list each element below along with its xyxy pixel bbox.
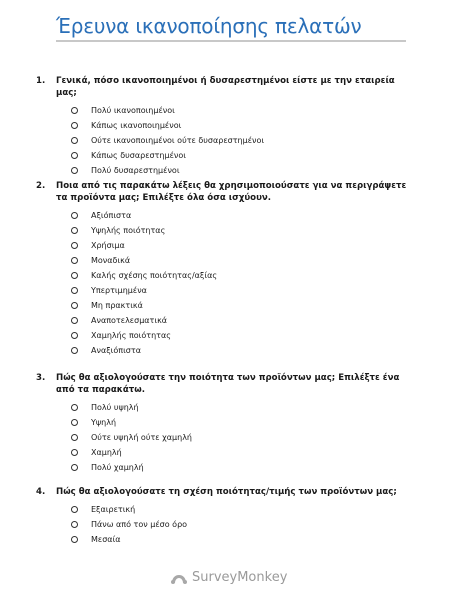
option-label: Μοναδικά (91, 256, 131, 265)
surveymonkey-logo (170, 570, 287, 585)
question-text: Ποια από τις παρακάτω λέξεις θα χρησιμοποιούσατε για να περιγράψετε τα προϊόντα μας; Επιλέξτε όλα όσα ισχύουν. (56, 181, 407, 203)
radio-circle-icon[interactable] (71, 536, 78, 543)
option-list (36, 502, 412, 547)
option-item[interactable] (36, 460, 412, 475)
question-number: 4. (36, 487, 46, 497)
radio-circle-icon[interactable] (71, 464, 78, 471)
option-label: Υψηλής ποιότητας (91, 226, 166, 235)
option-label: Ούτε ικανοποιημένοι ούτε δυσαρεστημένοι (91, 136, 265, 145)
option-item[interactable] (36, 268, 412, 283)
radio-circle-icon[interactable] (71, 332, 78, 339)
option-item[interactable] (36, 313, 412, 328)
option-item[interactable] (36, 163, 412, 178)
option-label: Πολύ υψηλή (91, 403, 139, 412)
option-item[interactable] (36, 223, 412, 238)
radio-circle-icon[interactable] (71, 257, 78, 264)
surveymonkey-logo-icon (170, 572, 188, 584)
option-item[interactable] (36, 415, 412, 430)
question-text: Γενικά, πόσο ικανοποιημένοι ή δυσαρεστημένοι είστε με την εταιρεία μας; (56, 76, 395, 98)
radio-circle-icon[interactable] (71, 521, 78, 528)
radio-circle-icon[interactable] (71, 302, 78, 309)
radio-circle-icon[interactable] (71, 242, 78, 249)
option-label: Υπερτιμημένα (91, 286, 147, 295)
question-number: 2. (36, 181, 46, 191)
option-label: Αναποτελεσματικά (91, 316, 168, 325)
option-item[interactable] (36, 208, 412, 223)
radio-circle-icon[interactable] (71, 317, 78, 324)
question-3 (36, 372, 412, 475)
radio-circle-icon[interactable] (71, 347, 78, 354)
radio-circle-icon[interactable] (71, 122, 78, 129)
option-item[interactable] (36, 118, 412, 133)
option-item[interactable] (36, 343, 412, 358)
page-title: Έρευνα ικανοποίησης πελατών (56, 14, 362, 38)
option-label: Κάπως ικανοποιημένοι (91, 121, 182, 130)
option-label: Χαμηλής ποιότητας (91, 331, 171, 340)
radio-circle-icon[interactable] (71, 212, 78, 219)
radio-circle-icon[interactable] (71, 449, 78, 456)
radio-circle-icon[interactable] (71, 152, 78, 159)
question-header (36, 486, 412, 498)
option-item[interactable] (36, 502, 412, 517)
title-divider (56, 40, 406, 42)
radio-circle-icon[interactable] (71, 287, 78, 294)
option-label: Μη πρακτικά (91, 301, 143, 310)
option-item[interactable] (36, 283, 412, 298)
question-header (36, 180, 412, 204)
option-list (36, 103, 412, 178)
option-item[interactable] (36, 400, 412, 415)
radio-circle-icon[interactable] (71, 419, 78, 426)
option-item[interactable] (36, 298, 412, 313)
option-label: Αναξιόπιστα (91, 346, 141, 355)
radio-circle-icon[interactable] (71, 227, 78, 234)
question-header (36, 75, 412, 99)
question-text: Πώς θα αξιολογούσατε την ποιότητα των προϊόντων μας; Επιλέξτε ένα από τα παρακάτω. (56, 373, 400, 395)
option-label: Χρήσιμα (91, 241, 125, 250)
question-4 (36, 486, 412, 547)
radio-circle-icon[interactable] (71, 272, 78, 279)
option-item[interactable] (36, 517, 412, 532)
option-item[interactable] (36, 133, 412, 148)
radio-circle-icon[interactable] (71, 107, 78, 114)
option-item[interactable] (36, 253, 412, 268)
option-label: Κάπως δυσαρεστημένοι (91, 151, 186, 160)
question-1 (36, 75, 412, 178)
option-item[interactable] (36, 103, 412, 118)
option-label: Μεσαία (91, 535, 121, 544)
radio-circle-icon[interactable] (71, 404, 78, 411)
option-label: Πολύ χαμηλή (91, 463, 144, 472)
question-text: Πώς θα αξιολογούσατε τη σχέση ποιότητας/τιμής των προϊόντων μας; (56, 487, 397, 497)
question-header (36, 372, 412, 396)
question-2 (36, 180, 412, 358)
radio-circle-icon[interactable] (71, 137, 78, 144)
question-number: 3. (36, 373, 46, 383)
option-label: Πάνω από τον μέσο όρο (91, 520, 188, 529)
radio-circle-icon[interactable] (71, 506, 78, 513)
option-label: Εξαιρετική (91, 505, 136, 514)
option-label: Πολύ ικανοποιημένοι (91, 106, 175, 115)
option-list (36, 400, 412, 475)
option-list (36, 208, 412, 358)
option-item[interactable] (36, 328, 412, 343)
option-label: Πολύ δυσαρεστημένοι (91, 166, 180, 175)
option-item[interactable] (36, 445, 412, 460)
option-item[interactable] (36, 532, 412, 547)
option-item[interactable] (36, 430, 412, 445)
option-item[interactable] (36, 238, 412, 253)
option-label: Χαμηλή (91, 448, 122, 457)
question-number: 1. (36, 76, 46, 86)
option-label: Καλής σχέσης ποιότητας/αξίας (91, 271, 218, 280)
option-label: Αξιόπιστα (91, 211, 132, 220)
radio-circle-icon[interactable] (71, 434, 78, 441)
option-label: Ούτε υψηλή ούτε χαμηλή (91, 433, 192, 442)
option-label: Υψηλή (91, 418, 117, 427)
radio-circle-icon[interactable] (71, 167, 78, 174)
option-item[interactable] (36, 148, 412, 163)
logo-wordmark: SurveyMonkey (192, 570, 288, 585)
